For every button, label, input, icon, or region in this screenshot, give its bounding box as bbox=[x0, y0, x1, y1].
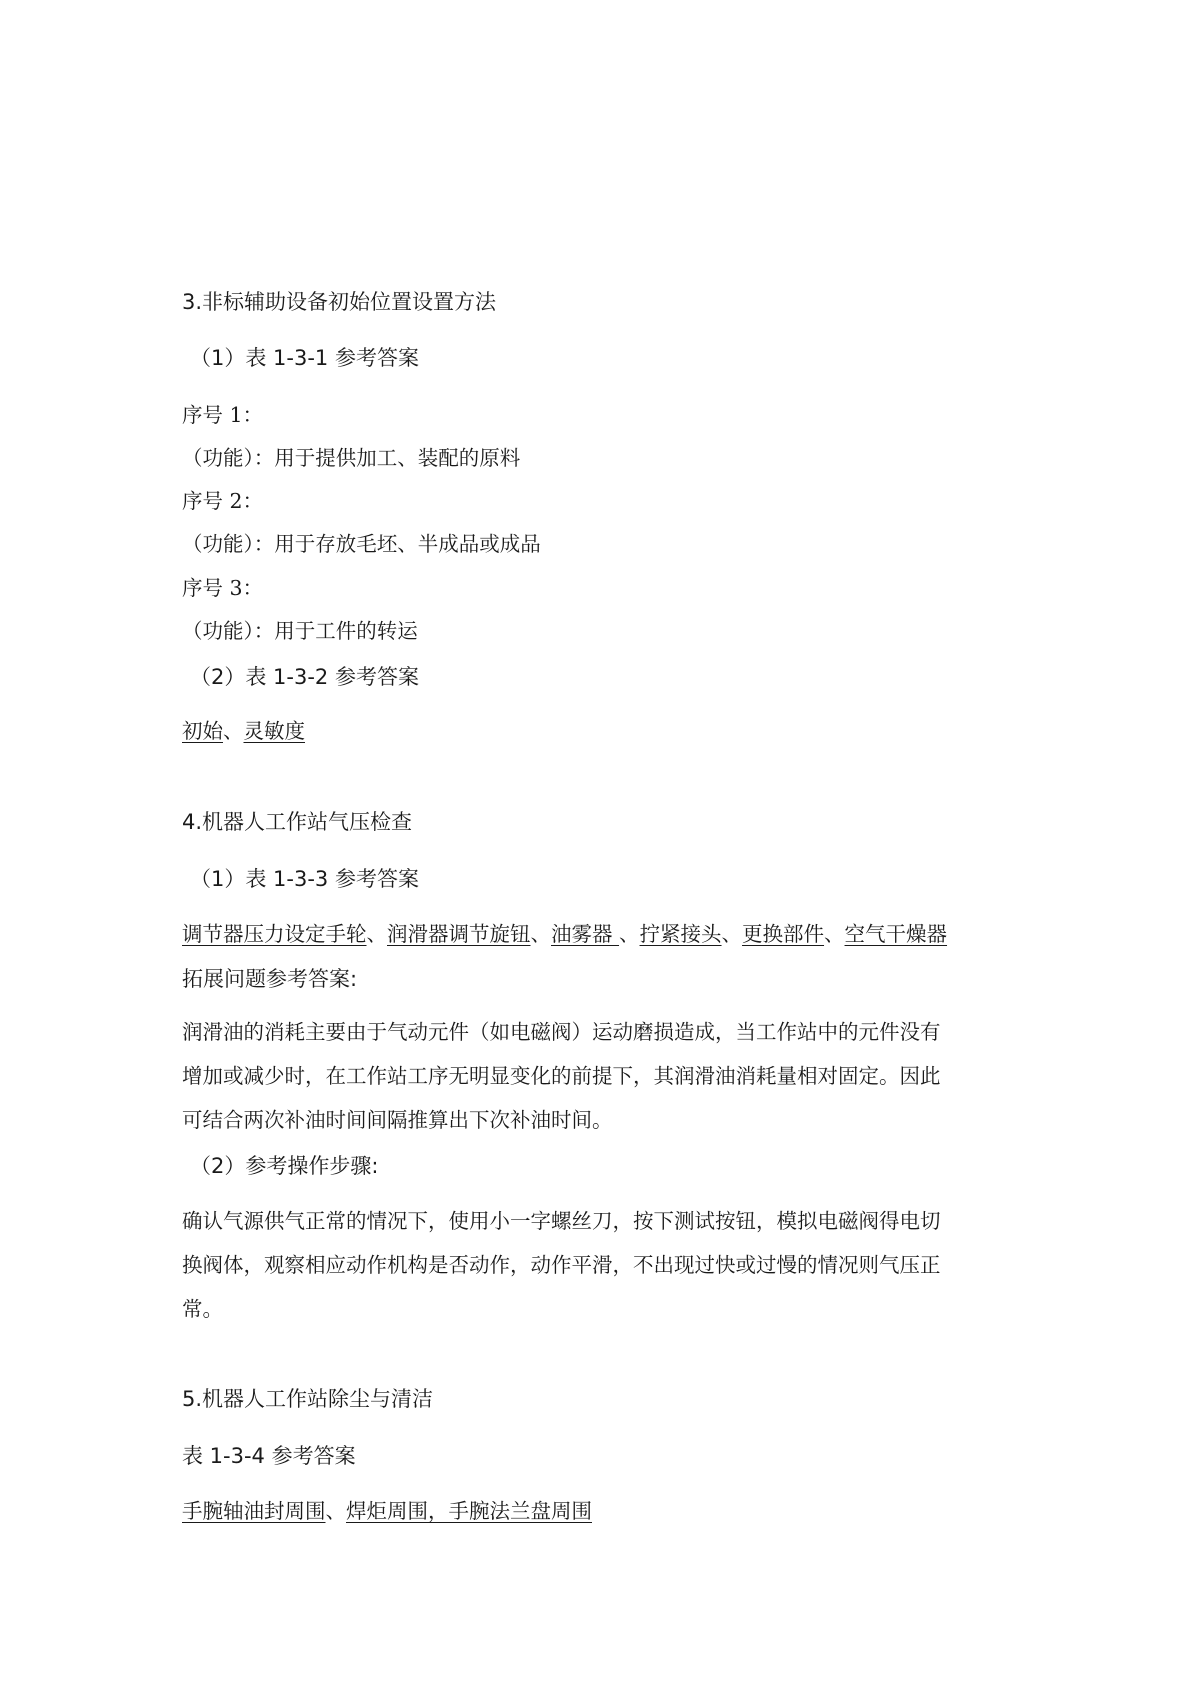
answer-air-dryer: 空气干燥器 bbox=[844, 922, 948, 946]
extension-line-2: 增加或减少时，在工作站工序无明显变化的前提下，其润滑油消耗量相对固定。因此 bbox=[182, 1064, 941, 1088]
section-3-heading: 3.非标辅助设备初始位置设置方法 bbox=[182, 290, 497, 314]
table-1-3-2-heading: （2）表 1-3-2 参考答案 bbox=[190, 665, 419, 689]
extension-line-3: 可结合两次补油时间间隔推算出下次补油时间。 bbox=[182, 1108, 613, 1132]
item-2-function: （功能）：用于存放毛坯、半成品或成品 bbox=[182, 532, 541, 556]
extension-line-1: 润滑油的消耗主要由于气动元件（如电磁阀）运动磨损造成，当工作站中的元件没有 bbox=[182, 1020, 941, 1044]
item-3-function: （功能）：用于工件的转运 bbox=[182, 619, 418, 643]
operation-steps-heading: （2）参考操作步骤: bbox=[190, 1154, 379, 1178]
answer-separator: 、 bbox=[530, 922, 551, 946]
item-1-number: 序号 1： bbox=[182, 403, 264, 427]
table-1-3-1-heading: （1）表 1-3-1 参考答案 bbox=[190, 346, 419, 370]
table-1-3-3-answer bbox=[182, 917, 947, 947]
steps-line-2: 换阀体，观察相应动作机构是否动作，动作平滑，不出现过快或过慢的情况则气压正 bbox=[182, 1253, 941, 1277]
answer-separator: 、 bbox=[721, 922, 743, 946]
table-1-3-4-answer bbox=[182, 1494, 592, 1524]
answer-separator: 、 bbox=[824, 922, 845, 946]
table-1-3-3-heading: （1）表 1-3-3 参考答案 bbox=[190, 867, 419, 891]
answer-separator: 、 bbox=[325, 1499, 346, 1523]
answer-torch-and-flange: 焊炬周围，手腕法兰盘周围 bbox=[346, 1499, 592, 1523]
section-4-heading: 4.机器人工作站气压检查 bbox=[182, 810, 413, 834]
answer-replace-parts: 更换部件 bbox=[742, 922, 825, 946]
answer-lubricator-knob: 润滑器调节旋钮 bbox=[387, 922, 531, 946]
answer-tighten-joint: 拧紧接头 bbox=[639, 922, 722, 946]
table-1-3-2-answer bbox=[182, 714, 305, 744]
item-1-function: （功能）：用于提供加工、装配的原料 bbox=[182, 446, 521, 470]
item-2-number: 序号 2： bbox=[182, 489, 264, 513]
answer-sensitivity: 灵敏度 bbox=[243, 719, 305, 743]
answer-separator: 、 bbox=[223, 719, 244, 743]
answer-separator: 、 bbox=[619, 922, 640, 946]
section-5-heading: 5.机器人工作站除尘与清洁 bbox=[182, 1387, 434, 1411]
item-3-number: 序号 3： bbox=[182, 576, 264, 600]
answer-separator: 、 bbox=[366, 922, 387, 946]
table-1-3-4-heading: 表 1-3-4 参考答案 bbox=[182, 1444, 356, 1468]
answer-regulator-handwheel: 调节器压力设定手轮 bbox=[182, 922, 367, 946]
extension-heading: 拓展问题参考答案: bbox=[182, 967, 358, 991]
answer-wrist-oil-seal: 手腕轴油封周围 bbox=[182, 1499, 326, 1523]
steps-line-1: 确认气源供气正常的情况下，使用小一字螺丝刀，按下测试按钮，模拟电磁阀得电切 bbox=[182, 1209, 941, 1233]
answer-oil-mist: 油雾器 bbox=[551, 922, 620, 946]
steps-line-3: 常。 bbox=[182, 1297, 223, 1321]
answer-initial: 初始 bbox=[182, 719, 223, 743]
